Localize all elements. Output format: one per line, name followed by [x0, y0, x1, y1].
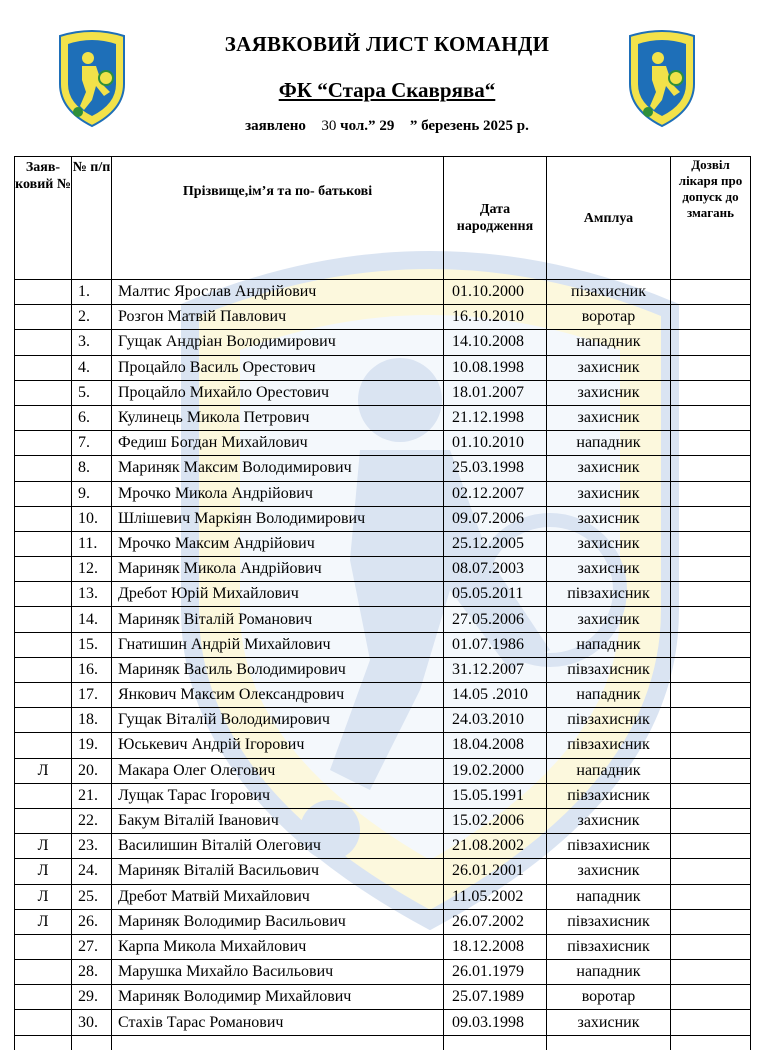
position-cell: нападник [547, 632, 671, 657]
position-cell: півзахисник [547, 934, 671, 959]
doctor-permission-cell [671, 531, 751, 556]
table-row [15, 481, 751, 506]
player-name-cell: Мариняк Василь Володимирович [112, 657, 444, 682]
doctor-permission-cell [671, 557, 751, 582]
empty-cell [112, 1035, 444, 1050]
row-number-cell: 6. [72, 405, 112, 430]
application-number-cell [15, 934, 72, 959]
row-number-cell: 13. [72, 582, 112, 607]
birth-date-cell: 16.10.2010 [444, 305, 547, 330]
empty-cell [444, 1035, 547, 1050]
birth-date-cell: 14.10.2008 [444, 330, 547, 355]
column-header-application-number: Заяв-ковий № [15, 157, 72, 280]
row-number-cell: 22. [72, 808, 112, 833]
position-cell: захисник [547, 506, 671, 531]
doctor-permission-cell [671, 909, 751, 934]
birth-date-cell: 08.07.2003 [444, 557, 547, 582]
birth-date-cell: 25.12.2005 [444, 531, 547, 556]
application-number-cell [15, 506, 72, 531]
declared-count-suffix: чол.” [340, 118, 376, 134]
application-number-cell [15, 431, 72, 456]
application-number-cell [15, 481, 72, 506]
row-number-cell: 24. [72, 859, 112, 884]
doctor-permission-cell [671, 330, 751, 355]
birth-date-cell: 14.05 .2010 [444, 683, 547, 708]
player-name-cell: Мариняк Володимир Васильович [112, 909, 444, 934]
empty-row [15, 1035, 751, 1050]
application-number-cell [15, 330, 72, 355]
player-name-cell: Мариняк Віталій Васильович [112, 859, 444, 884]
application-number-cell: Л [15, 909, 72, 934]
application-number-cell [15, 683, 72, 708]
player-name-cell: Бакум Віталій Іванович [112, 808, 444, 833]
position-cell: захисник [547, 859, 671, 884]
row-number-cell: 17. [72, 683, 112, 708]
column-header-full-name: Прізвище,ім’я та по- батькові [112, 157, 444, 280]
birth-date-cell: 26.01.1979 [444, 960, 547, 985]
table-row [15, 531, 751, 556]
application-number-cell [15, 280, 72, 305]
position-cell: півзахисник [547, 909, 671, 934]
column-header-row-number: № п/п [72, 157, 112, 280]
application-number-cell: Л [15, 859, 72, 884]
roster-body [15, 280, 751, 1050]
row-number-cell: 9. [72, 481, 112, 506]
application-number-cell [15, 657, 72, 682]
player-name-cell: Марушка Михайло Васильович [112, 960, 444, 985]
doctor-permission-cell [671, 607, 751, 632]
doctor-permission-cell [671, 783, 751, 808]
club-name: ФК “Стара Скаврява“ [278, 78, 496, 102]
player-name-cell: Гущак Віталій Володимирович [112, 708, 444, 733]
player-name-cell: Гнатишин Андрій Михайлович [112, 632, 444, 657]
doctor-permission-cell [671, 683, 751, 708]
column-header-birth-date: Дата народження [444, 157, 547, 280]
position-cell: нападник [547, 884, 671, 909]
doctor-permission-cell [671, 405, 751, 430]
position-cell: захисник [547, 557, 671, 582]
doctor-permission-cell [671, 758, 751, 783]
application-number-cell [15, 808, 72, 833]
table-row [15, 683, 751, 708]
position-cell: нападник [547, 758, 671, 783]
table-row [15, 456, 751, 481]
application-number-cell [15, 607, 72, 632]
row-number-cell: 27. [72, 934, 112, 959]
table-row [15, 305, 751, 330]
application-number-cell [15, 355, 72, 380]
doctor-permission-cell [671, 834, 751, 859]
row-number-cell: 30. [72, 1010, 112, 1035]
declared-prefix: заявлено [245, 118, 306, 134]
player-name-cell: Мрочко Максим Андрійович [112, 531, 444, 556]
application-number-cell [15, 960, 72, 985]
birth-date-cell: 09.07.2006 [444, 506, 547, 531]
position-cell: захисник [547, 1010, 671, 1035]
application-number-cell [15, 1010, 72, 1035]
declared-month: ” березень 2025 [409, 118, 514, 134]
table-row [15, 985, 751, 1010]
birth-date-cell: 27.05.2006 [444, 607, 547, 632]
table-row [15, 405, 751, 430]
table-row [15, 657, 751, 682]
birth-date-cell: 15.05.1991 [444, 783, 547, 808]
application-number-cell [15, 985, 72, 1010]
column-header-doctor-permission: Дозвіл лікаря про допуск до змагань [671, 157, 751, 280]
table-row [15, 808, 751, 833]
row-number-cell: 2. [72, 305, 112, 330]
position-cell: захисник [547, 607, 671, 632]
position-cell: захисник [547, 380, 671, 405]
table-row [15, 557, 751, 582]
position-cell: нападник [547, 330, 671, 355]
player-name-cell: Мариняк Максим Володимирович [112, 456, 444, 481]
application-number-cell [15, 733, 72, 758]
birth-date-cell: 21.12.1998 [444, 405, 547, 430]
birth-date-cell: 25.03.1998 [444, 456, 547, 481]
position-cell: захисник [547, 456, 671, 481]
row-number-cell: 16. [72, 657, 112, 682]
birth-date-cell: 01.10.2000 [444, 280, 547, 305]
position-cell: захисник [547, 405, 671, 430]
position-cell: нападник [547, 683, 671, 708]
empty-cell [547, 1035, 671, 1050]
roster-table [14, 156, 751, 1050]
doctor-permission-cell [671, 355, 751, 380]
birth-date-cell: 19.02.2000 [444, 758, 547, 783]
player-name-cell: Мрочко Микола Андрійович [112, 481, 444, 506]
declared-day: 29 [379, 118, 395, 134]
table-row [15, 783, 751, 808]
declared-count: 30 [321, 118, 337, 134]
birth-date-cell: 26.07.2002 [444, 909, 547, 934]
table-row [15, 758, 751, 783]
birth-date-cell: 01.10.2010 [444, 431, 547, 456]
row-number-cell: 18. [72, 708, 112, 733]
doctor-permission-cell [671, 582, 751, 607]
position-cell: нападник [547, 960, 671, 985]
table-row [15, 506, 751, 531]
player-name-cell: Лущак Тарас Ігорович [112, 783, 444, 808]
table-row [15, 330, 751, 355]
table-row [15, 834, 751, 859]
doctor-permission-cell [671, 985, 751, 1010]
doctor-permission-cell [671, 305, 751, 330]
position-cell: захисник [547, 531, 671, 556]
birth-date-cell: 25.07.1989 [444, 985, 547, 1010]
table-row [15, 582, 751, 607]
position-cell: захисник [547, 481, 671, 506]
player-name-cell: Розгон Матвій Павлович [112, 305, 444, 330]
row-number-cell: 26. [72, 909, 112, 934]
player-name-cell: Мариняк Володимир Михайлович [112, 985, 444, 1010]
birth-date-cell: 26.01.2001 [444, 859, 547, 884]
table-row [15, 380, 751, 405]
application-number-cell: Л [15, 834, 72, 859]
row-number-cell: 19. [72, 733, 112, 758]
doctor-permission-cell [671, 884, 751, 909]
application-number-cell [15, 456, 72, 481]
birth-date-cell: 18.12.2008 [444, 934, 547, 959]
doctor-permission-cell [671, 431, 751, 456]
row-number-cell: 1. [72, 280, 112, 305]
birth-date-cell: 11.05.2002 [444, 884, 547, 909]
table-row [15, 355, 751, 380]
row-number-cell: 28. [72, 960, 112, 985]
position-cell: захисник [547, 355, 671, 380]
doctor-permission-cell [671, 808, 751, 833]
position-cell: нападник [547, 431, 671, 456]
table-row [15, 960, 751, 985]
player-name-cell: Дребот Юрій Михайлович [112, 582, 444, 607]
player-name-cell: Гущак Андріан Володимирович [112, 330, 444, 355]
row-number-cell: 25. [72, 884, 112, 909]
doctor-permission-cell [671, 708, 751, 733]
application-number-cell [15, 380, 72, 405]
birth-date-cell: 01.07.1986 [444, 632, 547, 657]
application-number-cell [15, 708, 72, 733]
birth-date-cell: 31.12.2007 [444, 657, 547, 682]
declared-year-suffix: р. [516, 118, 529, 134]
application-number-cell [15, 405, 72, 430]
player-name-cell: Юськевич Андрій Ігорович [112, 733, 444, 758]
document-title: ЗАЯВКОВИЙ ЛИСТ КОМАНДИ [224, 32, 550, 56]
player-name-cell: Василишин Віталій Олегович [112, 834, 444, 859]
row-number-cell: 23. [72, 834, 112, 859]
player-name-cell: Шлішевич Маркіян Володимирович [112, 506, 444, 531]
player-name-cell: Стахів Тарас Романович [112, 1010, 444, 1035]
table-row [15, 884, 751, 909]
birth-date-cell: 09.03.1998 [444, 1010, 547, 1035]
player-name-cell: Процайло Василь Орестович [112, 355, 444, 380]
table-row [15, 909, 751, 934]
application-number-cell: Л [15, 758, 72, 783]
application-number-cell [15, 305, 72, 330]
row-number-cell: 8. [72, 456, 112, 481]
doctor-permission-cell [671, 657, 751, 682]
doctor-permission-cell [671, 456, 751, 481]
empty-cell [671, 1035, 751, 1050]
table-row [15, 708, 751, 733]
row-number-cell: 29. [72, 985, 112, 1010]
birth-date-cell: 18.04.2008 [444, 733, 547, 758]
doctor-permission-cell [671, 506, 751, 531]
doctor-permission-cell [671, 380, 751, 405]
declared-line [0, 118, 774, 135]
player-name-cell: Процайло Михайло Орестович [112, 380, 444, 405]
position-cell: півзахисник [547, 733, 671, 758]
doctor-permission-cell [671, 960, 751, 985]
table-header-row [15, 157, 751, 280]
position-cell: півзахисник [547, 834, 671, 859]
row-number-cell: 15. [72, 632, 112, 657]
doctor-permission-cell [671, 934, 751, 959]
doctor-permission-cell [671, 481, 751, 506]
application-number-cell [15, 531, 72, 556]
position-cell: воротар [547, 305, 671, 330]
position-cell: півзахисник [547, 657, 671, 682]
row-number-cell: 3. [72, 330, 112, 355]
position-cell: захисник [547, 808, 671, 833]
table-row [15, 280, 751, 305]
application-number-cell [15, 783, 72, 808]
application-number-cell [15, 632, 72, 657]
table-row [15, 632, 751, 657]
doctor-permission-cell [671, 859, 751, 884]
doctor-permission-cell [671, 280, 751, 305]
player-name-cell: Янкович Максим Олександрович [112, 683, 444, 708]
birth-date-cell: 10.08.1998 [444, 355, 547, 380]
application-number-cell [15, 557, 72, 582]
row-number-cell: 10. [72, 506, 112, 531]
position-cell: воротар [547, 985, 671, 1010]
row-number-cell: 14. [72, 607, 112, 632]
row-number-cell: 4. [72, 355, 112, 380]
position-cell: півзахисник [547, 582, 671, 607]
row-number-cell: 5. [72, 380, 112, 405]
row-number-cell: 12. [72, 557, 112, 582]
row-number-cell: 11. [72, 531, 112, 556]
table-row [15, 431, 751, 456]
table-row [15, 859, 751, 884]
application-number-cell: Л [15, 884, 72, 909]
position-cell: півзахисник [547, 708, 671, 733]
player-name-cell: Федиш Богдан Михайлович [112, 431, 444, 456]
player-name-cell: Карпа Микола Михайлович [112, 934, 444, 959]
player-name-cell: Дребот Матвій Михайлович [112, 884, 444, 909]
birth-date-cell: 21.08.2002 [444, 834, 547, 859]
row-number-cell: 21. [72, 783, 112, 808]
position-cell: півзахисник [547, 783, 671, 808]
table-row [15, 934, 751, 959]
position-cell: пізахисник [547, 280, 671, 305]
player-name-cell: Малтис Ярослав Андрійович [112, 280, 444, 305]
row-number-cell: 20. [72, 758, 112, 783]
birth-date-cell: 18.01.2007 [444, 380, 547, 405]
player-name-cell: Кулинець Микола Петрович [112, 405, 444, 430]
empty-cell [72, 1035, 112, 1050]
doctor-permission-cell [671, 632, 751, 657]
player-name-cell: Мариняк Микола Андрійович [112, 557, 444, 582]
birth-date-cell: 15.02.2006 [444, 808, 547, 833]
doctor-permission-cell [671, 1010, 751, 1035]
application-number-cell [15, 582, 72, 607]
empty-cell [15, 1035, 72, 1050]
row-number-cell: 7. [72, 431, 112, 456]
table-row [15, 733, 751, 758]
table-row [15, 1010, 751, 1035]
birth-date-cell: 24.03.2010 [444, 708, 547, 733]
column-header-position: Амплуа [547, 157, 671, 280]
player-name-cell: Мариняк Віталій Романович [112, 607, 444, 632]
birth-date-cell: 02.12.2007 [444, 481, 547, 506]
table-row [15, 607, 751, 632]
doctor-permission-cell [671, 733, 751, 758]
birth-date-cell: 05.05.2011 [444, 582, 547, 607]
player-name-cell: Макара Олег Олегович [112, 758, 444, 783]
